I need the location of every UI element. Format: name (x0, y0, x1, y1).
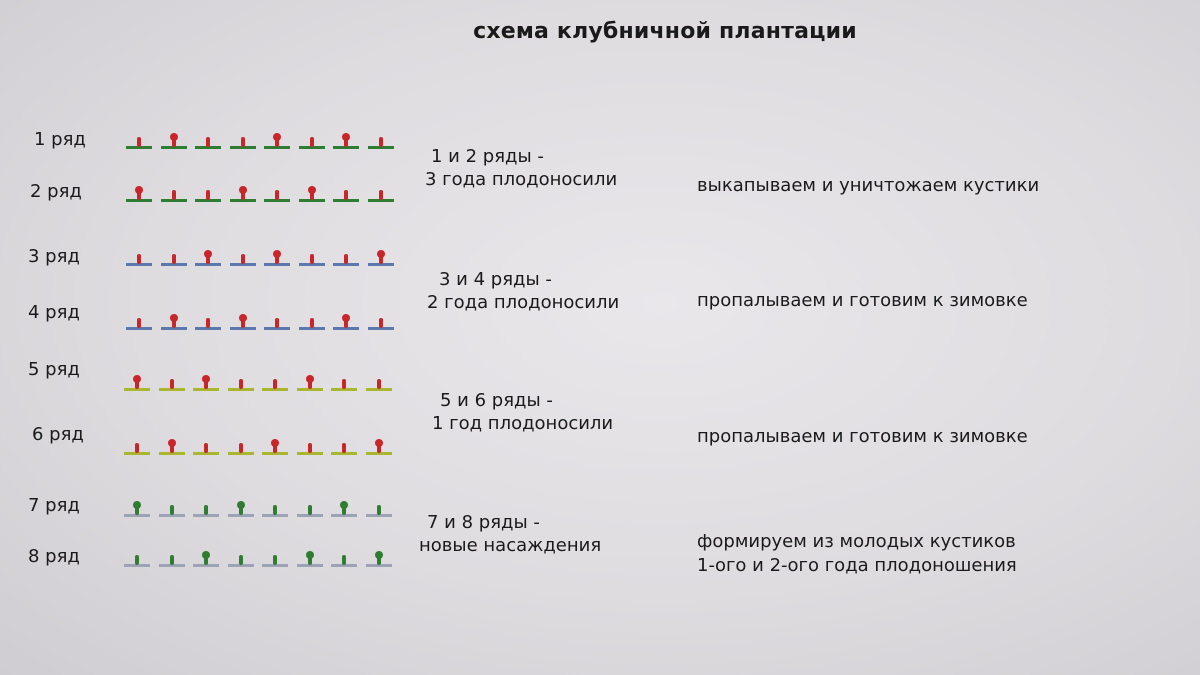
group-title-7-8-line-1: 7 и 8 ряды - (427, 512, 540, 533)
plant-stem (379, 318, 383, 328)
plant-marker (230, 181, 256, 205)
plant-head (342, 133, 350, 141)
plant-head (271, 439, 279, 447)
plant-stem (273, 505, 277, 515)
group-title-7-8 (419, 512, 601, 557)
plant-marker (366, 546, 392, 570)
plant-stem (239, 555, 243, 565)
plant-head (342, 314, 350, 322)
plant-stem (239, 443, 243, 453)
plant-head (375, 439, 383, 447)
plant-stem (206, 137, 210, 147)
plant-stem (204, 505, 208, 515)
plant-marker (126, 128, 152, 152)
plant-marker (331, 370, 357, 394)
plant-marker (193, 434, 219, 458)
plant-stem (275, 190, 279, 200)
row-label-7: 7 ряд (28, 495, 80, 516)
plant-marker (195, 181, 221, 205)
plant-stem (170, 555, 174, 565)
plant-marker (228, 496, 254, 520)
action-7-8-line-1: формируем из молодых кустиков (697, 531, 1016, 552)
plant-marker (333, 128, 359, 152)
plant-marker (124, 370, 150, 394)
plant-head (273, 250, 281, 258)
plant-stem (342, 443, 346, 453)
plant-stem (344, 190, 348, 200)
plant-marker (230, 309, 256, 333)
plant-marker (333, 181, 359, 205)
plant-marker (159, 370, 185, 394)
plant-marker (228, 546, 254, 570)
row-label-6: 6 ряд (32, 424, 84, 445)
plant-marker (366, 434, 392, 458)
plant-marker (368, 309, 394, 333)
plant-stem (310, 254, 314, 264)
plant-marker (124, 434, 150, 458)
plant-marker (195, 245, 221, 269)
plant-marker (159, 434, 185, 458)
group-title-3-4-line-2: 2 года плодоносили (427, 291, 620, 313)
action-7-8-line-2: 1-ого и 2-ого года плодоношения (697, 555, 1017, 577)
group-title-1-2-line-1: 1 и 2 ряды - (431, 146, 544, 167)
plant-stem (137, 254, 141, 264)
group-title-5-6-line-1: 5 и 6 ряды - (440, 390, 553, 411)
plant-stem (344, 254, 348, 264)
plant-marker (333, 309, 359, 333)
plant-stem (241, 137, 245, 147)
plant-marker (228, 434, 254, 458)
plant-head (239, 314, 247, 322)
plant-head (306, 375, 314, 383)
group-title-1-2 (425, 146, 617, 191)
plant-marker (195, 128, 221, 152)
plant-stem (308, 443, 312, 453)
plant-stem (206, 318, 210, 328)
plant-marker (264, 128, 290, 152)
plant-head (239, 186, 247, 194)
plant-stem (170, 505, 174, 515)
plant-head (170, 133, 178, 141)
plant-stem (379, 190, 383, 200)
plant-stem (310, 137, 314, 147)
plant-stem (241, 254, 245, 264)
plant-marker (297, 434, 323, 458)
row-label-5: 5 ряд (28, 359, 80, 380)
plant-marker (264, 309, 290, 333)
plant-head (375, 551, 383, 559)
action-5-6 (697, 425, 1028, 449)
plant-stem (135, 555, 139, 565)
plant-marker (368, 245, 394, 269)
plant-head (133, 375, 141, 383)
plant-stem (342, 555, 346, 565)
plant-marker (299, 309, 325, 333)
plant-marker (230, 245, 256, 269)
plant-stem (342, 379, 346, 389)
plant-marker (159, 496, 185, 520)
plant-stem (377, 505, 381, 515)
plant-marker (299, 245, 325, 269)
plant-marker (161, 181, 187, 205)
group-title-7-8-line-2: новые насаждения (419, 534, 602, 556)
plant-head (202, 551, 210, 559)
plant-marker (161, 245, 187, 269)
action-7-8 (697, 530, 1017, 579)
plant-marker (331, 496, 357, 520)
plant-marker (297, 546, 323, 570)
group-title-5-6 (432, 390, 613, 435)
plant-marker (262, 546, 288, 570)
plant-head (204, 250, 212, 258)
page-title: схема клубничной плантации (473, 19, 857, 44)
plant-head (377, 250, 385, 258)
plant-marker (368, 128, 394, 152)
action-5-6-line-1: пропалываем и готовим к зимовке (697, 426, 1028, 447)
plant-stem (172, 190, 176, 200)
plant-head (170, 314, 178, 322)
action-1-2 (697, 174, 1039, 198)
plant-marker (230, 128, 256, 152)
plant-marker (368, 181, 394, 205)
row-label-4: 4 ряд (28, 302, 80, 323)
action-1-2-line-1: выкапываем и уничтожаем кустики (697, 175, 1040, 196)
group-title-3-4 (427, 269, 619, 314)
plant-marker (159, 546, 185, 570)
plant-stem (137, 137, 141, 147)
plant-marker (161, 128, 187, 152)
action-3-4-line-1: пропалываем и готовим к зимовке (697, 290, 1028, 311)
plant-marker (297, 370, 323, 394)
plant-marker (262, 434, 288, 458)
plant-head (168, 439, 176, 447)
plant-head (340, 501, 348, 509)
plant-marker (297, 496, 323, 520)
row-label-8: 8 ряд (28, 546, 80, 567)
row-label-2: 2 ряд (30, 181, 82, 202)
plant-marker (161, 309, 187, 333)
plant-marker (366, 370, 392, 394)
plant-marker (264, 181, 290, 205)
plant-stem (137, 318, 141, 328)
plant-stem (377, 379, 381, 389)
plant-stem (308, 505, 312, 515)
plant-marker (299, 128, 325, 152)
plant-marker (331, 434, 357, 458)
plant-marker (366, 496, 392, 520)
plant-marker (262, 370, 288, 394)
plant-stem (273, 379, 277, 389)
plant-stem (170, 379, 174, 389)
plant-marker (193, 496, 219, 520)
plant-marker (228, 370, 254, 394)
plant-stem (206, 190, 210, 200)
plant-marker (126, 309, 152, 333)
plant-head (273, 133, 281, 141)
plant-stem (239, 379, 243, 389)
plant-marker (333, 245, 359, 269)
plant-head (237, 501, 245, 509)
row-label-3: 3 ряд (28, 246, 80, 267)
row-label-1: 1 ряд (34, 129, 86, 150)
group-title-3-4-line-1: 3 и 4 ряды - (439, 269, 552, 290)
group-title-5-6-line-2: 1 год плодоносили (432, 412, 614, 434)
plant-head (135, 186, 143, 194)
plant-marker (264, 245, 290, 269)
plant-marker (193, 546, 219, 570)
plant-stem (275, 318, 279, 328)
plant-marker (126, 181, 152, 205)
plant-marker (193, 370, 219, 394)
plant-head (202, 375, 210, 383)
plant-marker (299, 181, 325, 205)
plant-stem (273, 555, 277, 565)
plant-stem (135, 443, 139, 453)
plant-marker (126, 245, 152, 269)
group-title-1-2-line-2: 3 года плодоносили (425, 168, 618, 190)
plant-stem (379, 137, 383, 147)
action-3-4 (697, 289, 1028, 313)
plant-head (306, 551, 314, 559)
plant-head (308, 186, 316, 194)
plant-head (133, 501, 141, 509)
plant-stem (172, 254, 176, 264)
plant-stem (310, 318, 314, 328)
plant-marker (124, 546, 150, 570)
plant-marker (331, 546, 357, 570)
plant-marker (124, 496, 150, 520)
plant-stem (204, 443, 208, 453)
plant-marker (262, 496, 288, 520)
plant-marker (195, 309, 221, 333)
